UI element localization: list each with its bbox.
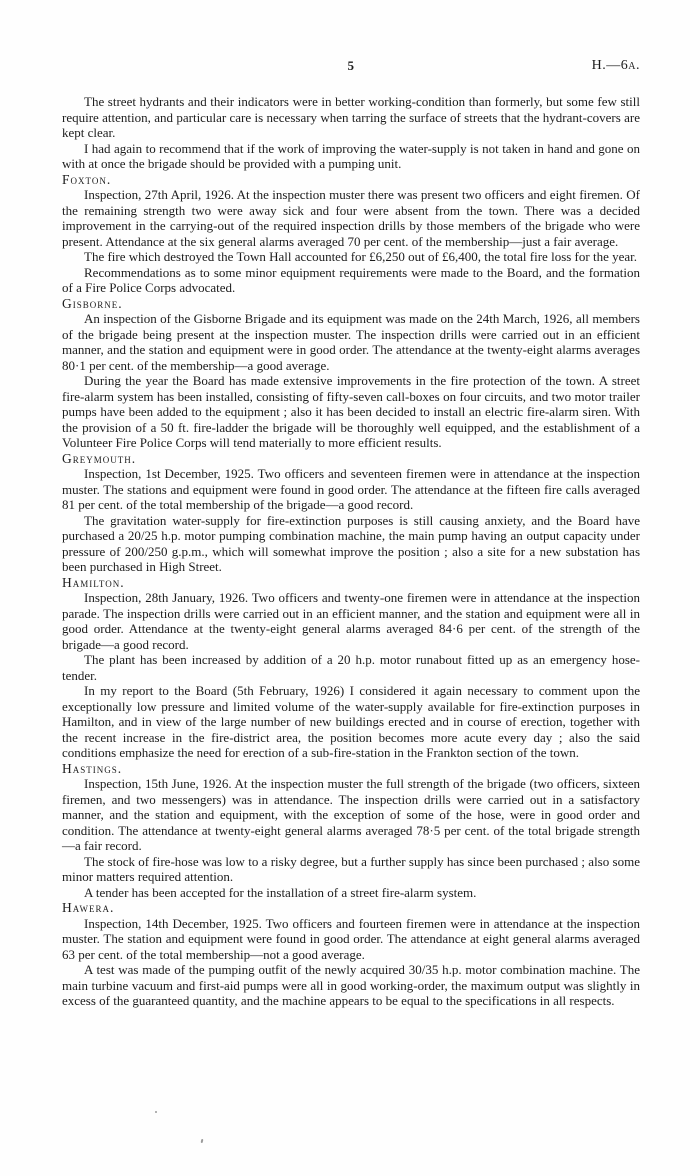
document-body: [62, 94, 640, 1009]
section-heading-greymouth: Greymouth.: [62, 450, 137, 466]
section-paragraph: The fire which destroyed the Town Hall accounted for £6,250 out of £6,400, the total fire loss for the year.: [84, 249, 638, 264]
document-reference: H.—6a.: [591, 58, 640, 73]
scan-speckle: [155, 1111, 157, 1113]
section-paragraph: Recommendations as to some minor equipment requirements were made to the Board, and the formation of a Fire Police Corps advocated.: [62, 264, 640, 295]
section-paragraph: Inspection, 1st December, 1925. Two officers and seventeen firemen were in attendance at the inspection muster. The stations and equipment were found in good order. The attendance at the fifteen fire calls averaged 81 per cent. of the total membership of the brigade—a good record.: [62, 466, 640, 512]
page-header: [62, 58, 640, 75]
section-paragraph: The plant has been increased by addition of a 20 h.p. motor runabout fitted up as an emergency hose-tender.: [62, 652, 640, 683]
section-heading-hastings: Hastings.: [62, 760, 123, 776]
section-paragraph: In my report to the Board (5th February, 1926) I considered it again necessary to comment upon the exceptionally low pressure and limited volume of the water-supply available for fire-extinction purposes in Hamilton, and in view of the large number of new buildings erected and in course of erection, together with the recent increase in the fire-district area, the position becomes more acute every day ; also the said conditions emphasize the need for erection of a sub-fire-station in the Frankton section of the town.: [62, 683, 640, 760]
section-heading-hawera: Hawera.: [62, 900, 115, 915]
section-heading-foxton: Foxton.: [62, 171, 112, 187]
section-paragraph: Inspection, 14th December, 1925. Two officers and fourteen firemen were in attendance at the inspection muster. The station and equipment were found in good order. The attendance at eight general alarms averaged 63 per cent. of the total membership—not a good average.: [62, 915, 640, 962]
section-paragraph: The gravitation water-supply for fire-extinction purposes is still causing anxiety, and the Board have purchased a 20/25 h.p. motor pumping combination machine, the main pump having an output capacity under pressure of 200/250 g.p.m., which will somewhat improve the position ; also a site for a new substation has been purchased in High Street.: [62, 512, 640, 574]
section-paragraph: Inspection, 28th January, 1926. Two officers and twenty-one firemen were in attendance at the inspection parade. The inspection drills were carried out in an efficient manner, and the station and equipment were all in good order. Attendance at the twenty-eight general alarms averaged 84·6 per cent. of the strength of the brigade—a good record.: [62, 590, 640, 652]
section-paragraph: The stock of fire-hose was low to a risky degree, but a further supply has since been purchased ; also some minor matters required attention.: [62, 853, 640, 884]
page-number: 5: [347, 58, 355, 73]
section-paragraph: A test was made of the pumping outfit of the newly acquired 30/35 h.p. motor combination machine. The main turbine vacuum and first-aid pumps were all in good working-order, the maximum output was slightly in excess of the guaranteed quantity, and the machine appears to be equal to the specifications in all respects.: [62, 962, 640, 1008]
intro-paragraph: I had again to recommend that if the work of improving the water-supply is not taken in hand and gone on with at once the brigade should be provided with a pumping unit.: [62, 140, 640, 171]
section-paragraph: A tender has been accepted for the installation of a street fire-alarm system.: [84, 884, 477, 900]
section-heading-gisborne: Gisborne.: [62, 295, 123, 311]
section-paragraph: Inspection, 15th June, 1926. At the inspection muster the full strength of the brigade (two officers, sixteen firemen, and two messengers) was in attendance. The inspection drills were carried out in a satisfactory manner, and the station and equipment, with the exception of some of the hose, were in good order and condition. The attendance at twenty-eight general alarms averaged 78·5 per cent. of the total brigade strength—a fair record.: [62, 776, 640, 853]
section-heading-hamilton: Hamilton.: [62, 574, 125, 590]
scan-speckle: [201, 1139, 204, 1143]
section-paragraph: Inspection, 27th April, 1926. At the inspection muster there was present two officers and eight firemen. Of the remaining strength two were away sick and four were absent from the town. There was a decided improvement in the carrying-out of the required inspection drills by those members of the brigade who were present. Attendance at the six general alarms averaged 70 per cent. of the membership—just a fair average.: [62, 187, 640, 249]
section-paragraph: An inspection of the Gisborne Brigade and its equipment was made on the 24th March, 1926, all members of the brigade being present at the inspection muster. The inspection drills were carried out in an efficient manner, and the station and equipment were in good order. The attendance at the twenty-eight alarms averages 80·1 per cent. of the membership—a good average.: [62, 311, 640, 373]
section-paragraph: During the year the Board has made extensive improvements in the fire protection of the town. A street fire-alarm system has been installed, consisting of fifty-seven call-boxes on four circuits, and two motor trailer pumps have been added to the equipment ; also it has been decided to install an electric fire-alarm siren. With the provision of a 50 ft. fire-ladder the brigade will be thoroughly well equipped, and the establishment of a Volunteer Fire Police Corps will tend materially to more efficient results.: [62, 373, 640, 450]
intro-paragraph: The street hydrants and their indicators were in better working-condition than formerly, but some few still require attention, and particular care is necessary when tarring the surface of streets that the hydrant-covers are kept clear.: [62, 94, 640, 140]
